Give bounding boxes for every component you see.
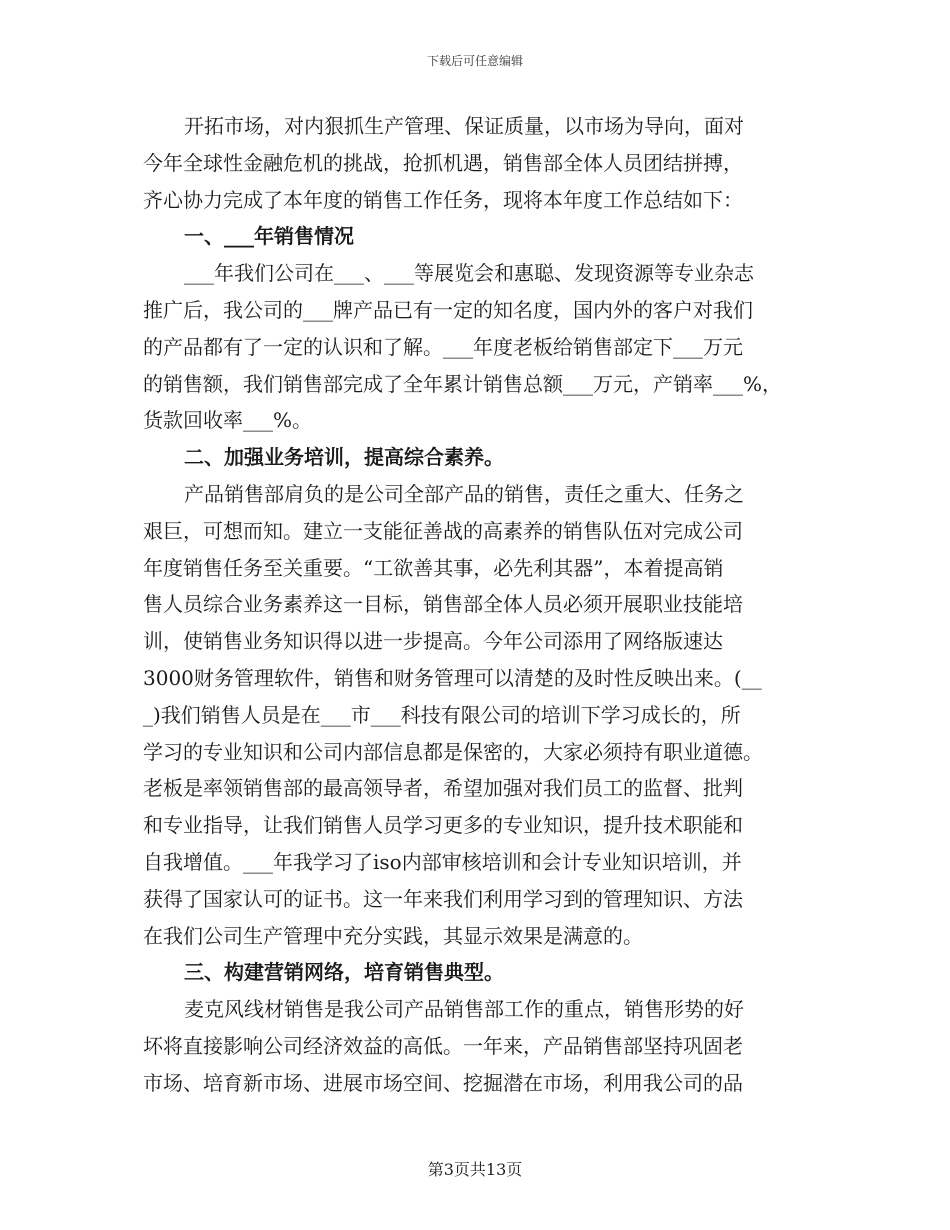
paragraph-line: 麦克风线材销售是我公司产品销售部工作的重点，销售形势的好	[184, 997, 744, 1022]
page-footer: 第3页共13页	[427, 1160, 523, 1179]
paragraph-line: 学习的专业知识和公司内部信息都是保密的，大家必须持有职业道德。	[143, 739, 763, 764]
paragraph-line: 老板是率领销售部的最高领导者，希望加强对我们员工的监督、批判	[143, 776, 743, 801]
paragraph-line: 艰巨，可想而知。建立一支能征善战的高素养的销售队伍对完成公司	[143, 518, 743, 543]
paragraph-line: 产品销售部肩负的是公司全部产品的销售，责任之重大、任务之	[184, 482, 744, 506]
paragraph-line: _)我们销售人员是在___市___科技有限公司的培训下学习成长的，所	[143, 702, 741, 727]
paragraph-line: 自我增值。___年我学习了iso内部审核培训和会计专业知识培训，并	[143, 850, 742, 874]
section-heading: 三、构建营销网络，培育销售典型。	[184, 960, 504, 985]
section-heading: 一、___年销售情况	[184, 224, 354, 249]
paragraph-line: 售人员综合业务素养这一目标，销售部全体人员必须开展职业技能培	[143, 592, 743, 617]
paragraph-line: 货款回收率___%。	[143, 408, 313, 433]
paragraph-line: 推广后，我公司的___牌产品已有一定的知名度，国内外的客户对我们	[143, 298, 753, 322]
page-header: 下载后可任意编辑	[426, 54, 523, 68]
paragraph-line: 获得了国家认可的证书。这一年来我们利用学习到的管理知识、方法	[143, 886, 743, 911]
paragraph-line: ___年我们公司在___、___等展览会和惠聪、发现资源等专业杂志	[184, 261, 754, 286]
paragraph-line: 训，使销售业务知识得以进一步提高。今年公司添用了网络版速达	[143, 629, 723, 654]
paragraph-line: 的销售额，我们销售部完成了全年累计销售总额___万元，产销率___%，	[143, 371, 783, 396]
paragraph-line: 齐心协力完成了本年度的销售工作任务，现将本年度工作总结如下：	[143, 187, 743, 212]
paragraph-line: 和专业指导，让我们销售人员学习更多的专业知识，提升技术职能和	[143, 813, 743, 838]
paragraph-line: 在我们公司生产管理中充分实践，其显示效果是满意的。	[143, 923, 643, 948]
section-heading: 二、加强业务培训，提高综合素养。	[184, 445, 504, 470]
paragraph-line: 坏将直接影响公司经济效益的高低。一年来，产品销售部坚持巩固老	[143, 1034, 743, 1058]
paragraph-line: 今年全球性金融危机的挑战，抢抓机遇，销售部全体人员团结拼搏，	[143, 150, 743, 175]
paragraph-line: 的产品都有了一定的认识和了解。___年度老板给销售部定下___万元	[143, 334, 743, 359]
paragraph-line: 3000财务管理软件，销售和财务管理可以清楚的及时性反映出来。(__	[143, 666, 762, 690]
paragraph-line: 年度销售任务至关重要。“工欲善其事，必先利其器”，本着提高销	[143, 555, 724, 580]
paragraph-line: 开拓市场，对内狠抓生产管理、保证质量，以市场为导向，面对	[184, 114, 744, 138]
paragraph-line: 市场、培育新市场、进展市场空间、挖掘潜在市场，利用我公司的品	[143, 1070, 743, 1095]
